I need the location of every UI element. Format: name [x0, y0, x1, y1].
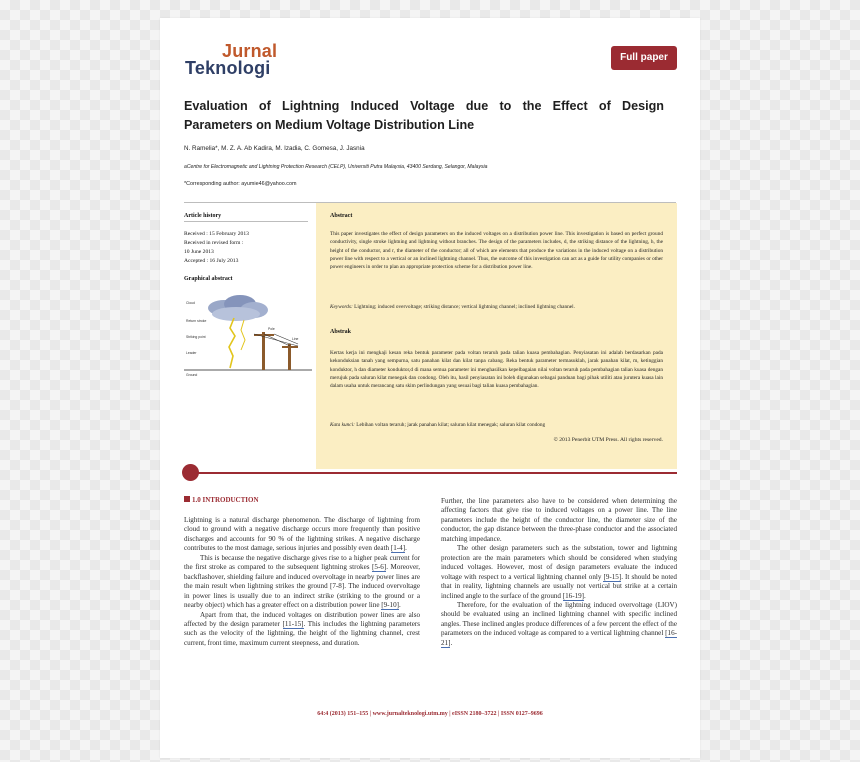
intro-paragraph: Therefore, for the evaluation of the lightning induced overvoltage (LIOV) should be evaluated using an inclined lightning channel with specific inclined angles. These inclined angles produce differences of a few percent the effect of the parameters on the induced voltage as compared to a vertical lightning channel [16-21]. [441, 600, 677, 647]
figure-label: Return stroke [186, 319, 207, 323]
article-history-heading: Article history [184, 213, 222, 219]
paper-title [184, 97, 664, 135]
journal-logo-line2: Teknologi [185, 58, 271, 78]
introduction-heading [184, 496, 259, 504]
copyright-notice: © 2013 Penerbit UTM Press. All rights reserved. [553, 437, 663, 443]
citation-link[interactable]: [5-6] [372, 563, 387, 572]
citation-link[interactable]: [9-10] [381, 601, 399, 610]
introduction-heading-text: 1.0 INTRODUCTION [192, 496, 259, 504]
intro-paragraph: Lightning is a natural discharge phenomenon. The discharge of lightning from cloud to ground with a negative discharge occurs more frequently than positive discharges and accounts for 90 % of the lightning strikes. A negative discharge contributes to the most damage, serious injuries and possibly even death [1-4]. [184, 516, 420, 553]
side-rule [184, 221, 308, 222]
paper-page [160, 18, 700, 758]
abstract-box [316, 203, 677, 469]
keywords-label: Keywords: [330, 304, 353, 310]
history-line: 10 June 2013 [184, 249, 214, 255]
text-run: The other design parameters such as the substation, tower and lightning protection are the main parameters which should be considered when studying induced voltages. However, most of design parameters evaluate the induced voltage with respect to a vertical lightning channel only [441, 544, 677, 581]
abstrak-text: Kertas kerja ini mengkaji kesan reka bentuk parameter pada voltan teraruh pada talian kuasa pembahagian. Penyiasatan ini adalah berdasarkan pada kekonduksian tanah yang sempurna, satu panahan kilat dan kilat tanpa cabang. Reka bentuk parameter termasuklah, jarak panahan kilat, m, ketinggian konduktor, h dan diameter konduktor,d di mana semua parameter ini menghasilkan kepelbagaian nilai voltan teraruh pada pembahagian talian kuasa dengan merujuk pada saluran kilat menegak dan condong. Oleh itu, hasil penyiasatan ini boleh digunakan sebagai panduan bagi pihak utiliti atau jurutera kuasa lain dalam usaha untuk merancang satu skim perlindungan yang sesuai bagi talian kuasa pembahagian. [330, 350, 663, 390]
figure-label: Leader [186, 351, 197, 355]
text-run: Therefore, for the evaluation of the lightning induced overvoltage (LIOV) should be evaluated using an inclined lightning channel with specific inclined angles. These inclined angles produce differences of a few percent the effect of the parameters on the induced voltage as compared to a vertical lightning channel [441, 600, 677, 638]
abstrak-keywords [330, 421, 663, 429]
figure-label: Ground [186, 373, 198, 377]
kata-kunci-label: Kata kunci: [330, 422, 355, 428]
figure-label: Pole [268, 327, 275, 331]
text-run: . This includes the lightning parameters such as the velocity of the lightning, the height of the lightning channel, crest current, front time, maximum current steepness, and duration. [184, 619, 420, 647]
figure-label: Line [292, 337, 299, 341]
abstract-text: This paper investigates the effect of design parameters on the induced voltages on a distribution power line. This investigation is based on perfect ground conductivity, single stroke lightning and lightning without branches. The design of the parameters includes, d, the striking distance of the lightning, h, the height of the conductor, and r, the diameter of the conductor; all of which are elements that produce the variations in the induced voltage on a distribution power line with respect to a vertical or an inclined lightning channel. Thus, the outcome of this investigation can act as a guide for utility companies or other power engineers in order to plan an appropriate protection scheme for a distribution power line. [330, 231, 663, 271]
citation-link[interactable]: [9-15] [603, 572, 622, 581]
figure-label: Cloud [186, 301, 195, 305]
text-run: Apart from that, the induced voltages on distribution power lines are also affected by the design parameter [184, 610, 420, 628]
intro-paragraph: The other design parameters such as the substation, tower and lightning protection are the main parameters which should be considered when studying induced voltages. However, most of design parameters evaluate the induced voltage with respect to a vertical lightning channel only [9-15]. It should be noted that in reality, lightning channels are usually not vertical but strike at a certain inclined angle to the surface of the ground [16-19]. [441, 544, 677, 600]
graphical-abstract-figure [184, 292, 312, 380]
history-line: Received in revised form : [184, 240, 244, 246]
title-line-2: Parameters on Medium Voltage Distribution Line [184, 118, 475, 132]
abstract-keywords [330, 303, 663, 311]
history-line: Accepted : 16 July 2013 [184, 258, 239, 264]
figure-label: Striking point [186, 335, 206, 339]
text-run: This is because the negative discharge gives rise to a higher peak current for the first stroke as compared to the subsequent lightning strokes [184, 553, 420, 572]
intro-paragraph: Further, the line parameters also have to be considered when determining the affecting factors that give rise to induced voltages on a power line. The line parameters include the height of the conductor line, the diameter size of the conductor, the gap distance between the three-phase conductor and the associated matching impedance. [441, 497, 677, 543]
journal-logo-line1: Jurnal [222, 41, 278, 61]
separator-dot [182, 464, 199, 481]
affiliation: aCentre for Electromagnetic and Lightning Protection Research (CELP), Universiti Putra Malaysia, 43400 Serdang, Selangor, Malaysia [184, 164, 488, 170]
text-run: . Moreover, backflashover, shielding failure and induced overvoltage in nearby power lines are the main result when lightning strikes the ground [7-8]. The induced overvoltage in power lines is usually due to an indirect strike (striking to the ground or a nearby object) which has a greater effect on a distribution power line [184, 563, 420, 610]
kata-kunci-text: Lebihan voltan teraruh; jarak panahan kilat; saluran kilat menegak; saluran kilat condong [356, 422, 546, 428]
full-paper-badge: Full paper [611, 46, 677, 70]
page-footer: 64:4 (2013) 151–155 | www.jurnalteknologi.utm.my | eISSN 2180–3722 | ISSN 0127–9696 [317, 711, 543, 717]
corresponding-author: *Corresponding author: ayumie46@yahoo.com [184, 181, 297, 187]
citation-link[interactable]: [16-21] [441, 629, 677, 647]
citation-link[interactable]: [11-15] [282, 619, 304, 628]
citation-link[interactable]: [16-19] [562, 591, 585, 600]
heading-marker [184, 496, 190, 502]
keywords-text: Lightning; induced overvoltage; striking distance; vertical lightning channel; inclined lightning channel. [354, 304, 575, 310]
article-history [184, 230, 314, 266]
text-run: . It should be noted that in reality, lightning channels are usually not vertical but strike at a certain inclined angle to the surface of the ground [441, 572, 677, 600]
citation-link[interactable]: [1-4] [390, 544, 406, 553]
text-run: Lightning is a natural discharge phenomenon. The discharge of lightning from cloud to ground with a negative discharge occurs more frequently than positive discharges and accounts for 90 % of the lightning strikes. A negative discharge contributes to the most damage, serious injuries and possibly even death [184, 516, 420, 553]
abstract-heading: Abstract [330, 213, 353, 219]
authors: N. Ramelia*, M. Z. A. Ab Kadira, M. Izadia, C. Gomesa, J. Jasnia [184, 145, 365, 152]
title-line-1: Evaluation of Lightning Induced Voltage due to the Effect of Design [184, 99, 664, 113]
intro-paragraph: This is because the negative discharge gives rise to a higher peak current for the first stroke as compared to the subsequent lightning strokes [5-6]. Moreover, backflashover, shielding failure and induced overvoltage in nearby power lines are the main result when lightning strikes the ground [7-8]. The induced overvoltage in power lines is usually due to an indirect strike (striking to the ground or a nearby object) which has a greater effect on a distribution power line [9-10]. [184, 553, 420, 610]
abstrak-heading: Abstrak [330, 329, 352, 335]
right-column [441, 497, 677, 648]
graphical-abstract-heading: Graphical abstract [184, 276, 233, 282]
left-column [184, 516, 420, 648]
history-line: Received : 15 February 2013 [184, 231, 249, 237]
intro-paragraph [184, 611, 420, 649]
section-separator [190, 472, 677, 474]
